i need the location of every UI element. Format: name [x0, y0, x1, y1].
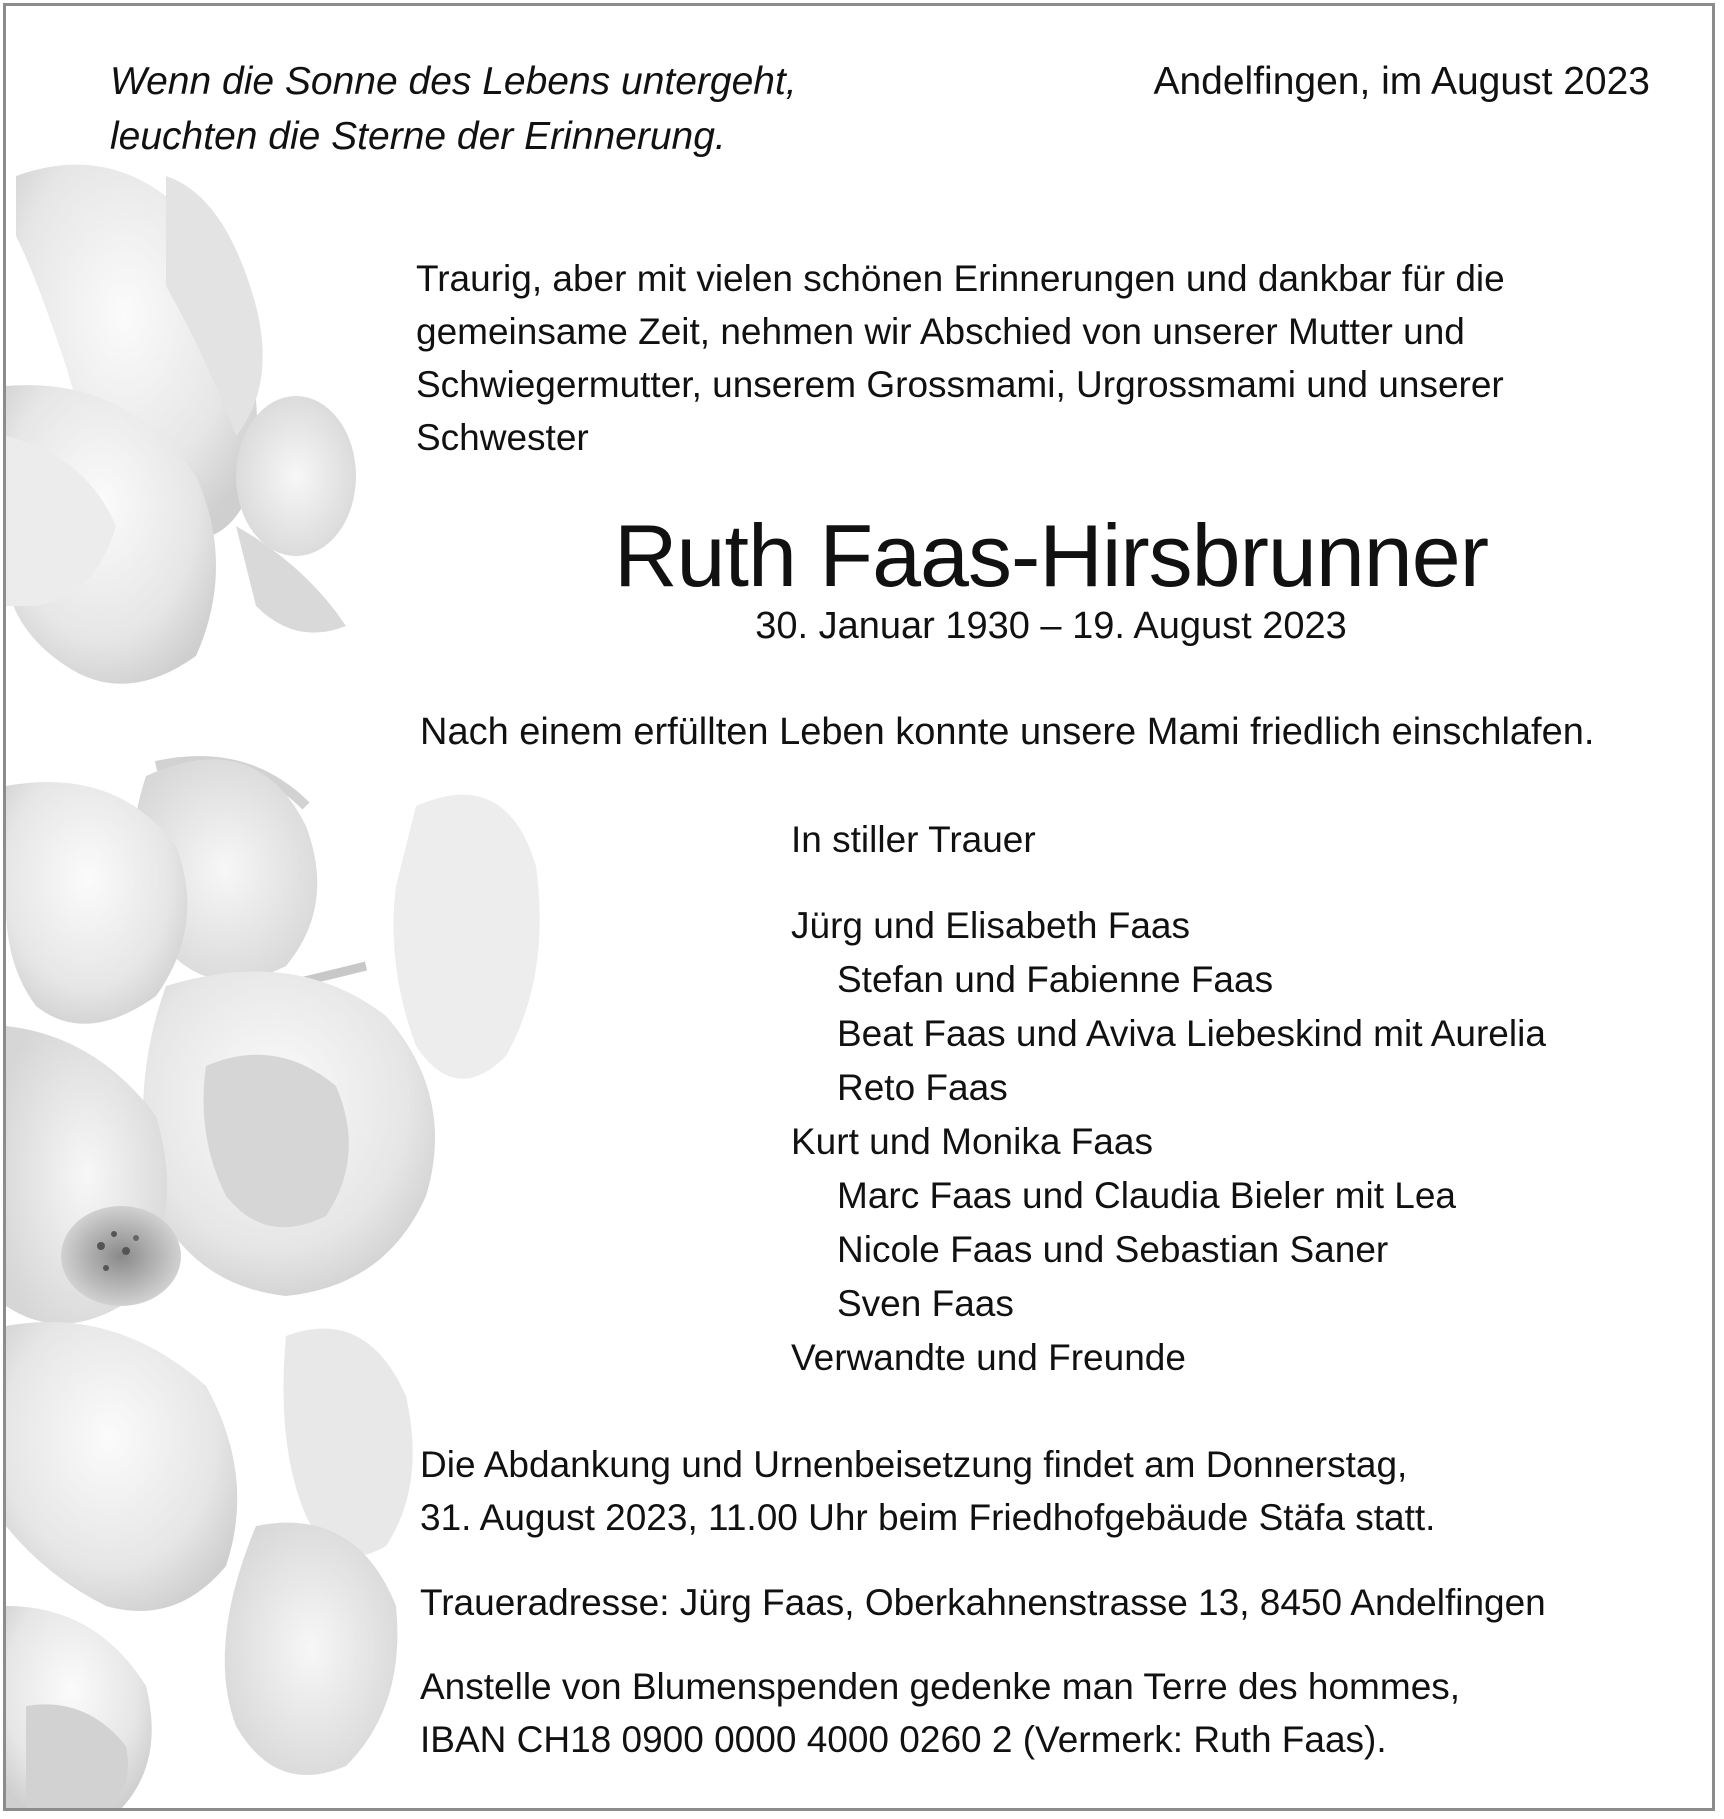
intro-line-2: gemeinsame Zeit, nehmen wir Abschied von unserer Mutter und [416, 311, 1465, 352]
ceremony-line-2: 31. August 2023, 11.00 Uhr beim Friedhofgebäude Stäfa statt. [420, 1497, 1436, 1538]
mourner-entry: Beat Faas und Aviva Liebeskind mit Aurelia [837, 1013, 1546, 1054]
intro-line-4: Schwester [416, 417, 589, 458]
passing-text: Nach einem erfüllten Leben konnte unsere Mami friedlich einschlafen. [420, 711, 1595, 753]
place-and-date: Andelfingen, im August 2023 [1153, 60, 1650, 103]
mourner-entry: Nicole Faas und Sebastian Saner [837, 1229, 1389, 1270]
mourner-entry: Stefan und Fabienne Faas [837, 959, 1274, 1000]
mourners-intro: In stiller Trauer [791, 819, 1036, 860]
intro-line-1: Traurig, aber mit vielen schönen Erinnerungen und dankbar für die [416, 258, 1505, 299]
mourner-entry: Marc Faas und Claudia Bieler mit Lea [837, 1175, 1457, 1216]
mourner-entry: Jürg und Elisabeth Faas [791, 905, 1191, 946]
ceremony-line-1: Die Abdankung und Urnenbeisetzung findet am Donnerstag, [420, 1444, 1408, 1485]
motto [110, 54, 797, 164]
mourners-list [791, 899, 1546, 1385]
motto-line-2: leuchten die Sterne der Erinnerung. [110, 115, 726, 158]
mourner-entry: Reto Faas [837, 1067, 1008, 1108]
intro-paragraph [416, 252, 1505, 464]
motto-line-1: Wenn die Sonne des Lebens untergeht, [110, 60, 797, 103]
mourner-entry: Kurt und Monika Faas [791, 1121, 1153, 1162]
obituary-frame [3, 3, 1715, 1811]
donation-line-2: IBAN CH18 0900 0000 4000 0260 2 (Vermerk: Ruth Faas). [420, 1719, 1387, 1760]
mourner-entry: Sven Faas [837, 1283, 1014, 1324]
deceased-name: Ruth Faas-Hirsbrunner [614, 506, 1488, 605]
ceremony-notice [420, 1438, 1435, 1544]
donation-notice [420, 1660, 1460, 1766]
donation-line-1: Anstelle von Blumenspenden gedenke man Terre des hommes, [420, 1666, 1461, 1707]
life-dates: 30. Januar 1930 – 19. August 2023 [755, 605, 1347, 647]
intro-line-3: Schwiegermutter, unserem Grossmami, Urgrossmami und unserer [416, 364, 1504, 405]
mourner-entry: Verwandte und Freunde [791, 1337, 1186, 1378]
mourning-address: Traueradresse: Jürg Faas, Oberkahnenstrasse 13, 8450 Andelfingen [420, 1582, 1546, 1623]
